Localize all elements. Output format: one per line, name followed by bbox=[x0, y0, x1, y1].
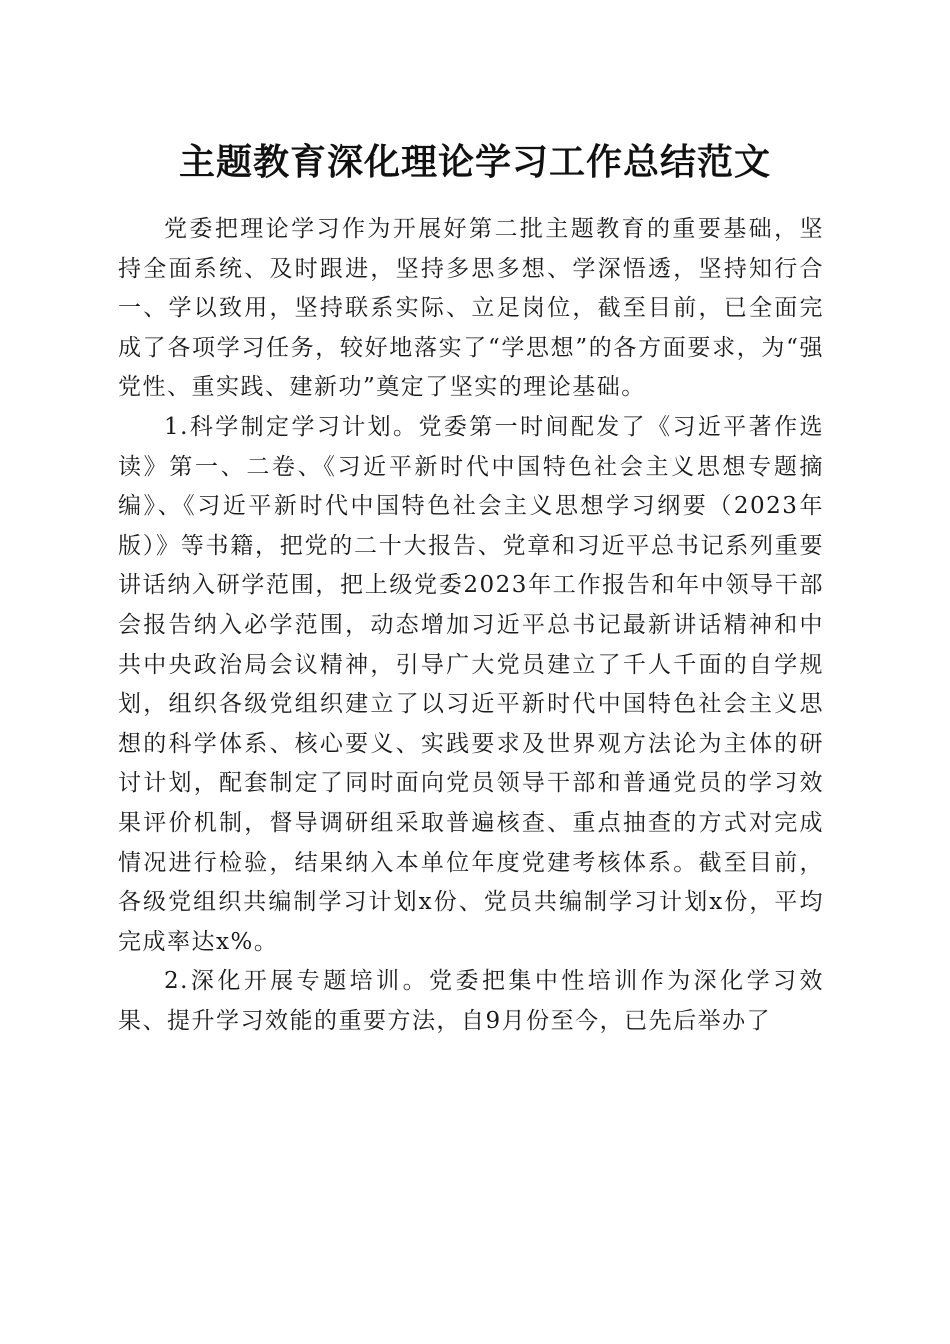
paragraph-special-training: 2.深化开展专题培训。党委把集中性培训作为深化学习效果、提升学习效能的重要方法，自9月份至今，已先后举办了 bbox=[118, 968, 824, 1034]
paragraph-study-plan: 1.科学制定学习计划。党委第一时间配发了《习近平著作选读》第一、二卷、《习近平新时代中国特色社会主义思想专题摘编》、《习近平新时代中国特色社会主义思想学习纲要（2023年版）》等书籍，把党的二十大报告、党章和习近平总书记系列重要讲话纳入研学范围，把上级党委2023年工作报告和年中领导干部会报告纳入必学范围，动态增加习近平总书记最新讲话精神和中共中央政治局会议精神，引导广大党员建立了千人千面的自学规划，组织各级党组织建立了以习近平新时代中国特色社会主义思想的科学体系、核心要义、实践要求及世界观方法论为主体的研讨计划，配套制定了同时面向党员领导干部和普通党员的学习效果评价机制，督导调研组采取普遍核查、重点抽查的方式对完成情况进行检验，结果纳入本单位年度党建考核体系。截至目前，各级党组织共编制学习计划x份、党员共编制学习计划x份，平均完成率达x%。 bbox=[118, 413, 824, 955]
paragraph-intro: 党委把理论学习作为开展好第二批主题教育的重要基础，坚持全面系统、及时跟进，坚持多思多想、学深悟透，坚持知行合一、学以致用，坚持联系实际、立足岗位，截至目前，已全面完成了各项学习任务，较好地落实了“学思想”的各方面要求，为“强党性、重实践、建新功”奠定了坚实的理论基础。 bbox=[118, 216, 824, 401]
document-body bbox=[118, 210, 824, 1041]
document-title: 主题教育深化理论学习工作总结范文 bbox=[178, 141, 771, 183]
